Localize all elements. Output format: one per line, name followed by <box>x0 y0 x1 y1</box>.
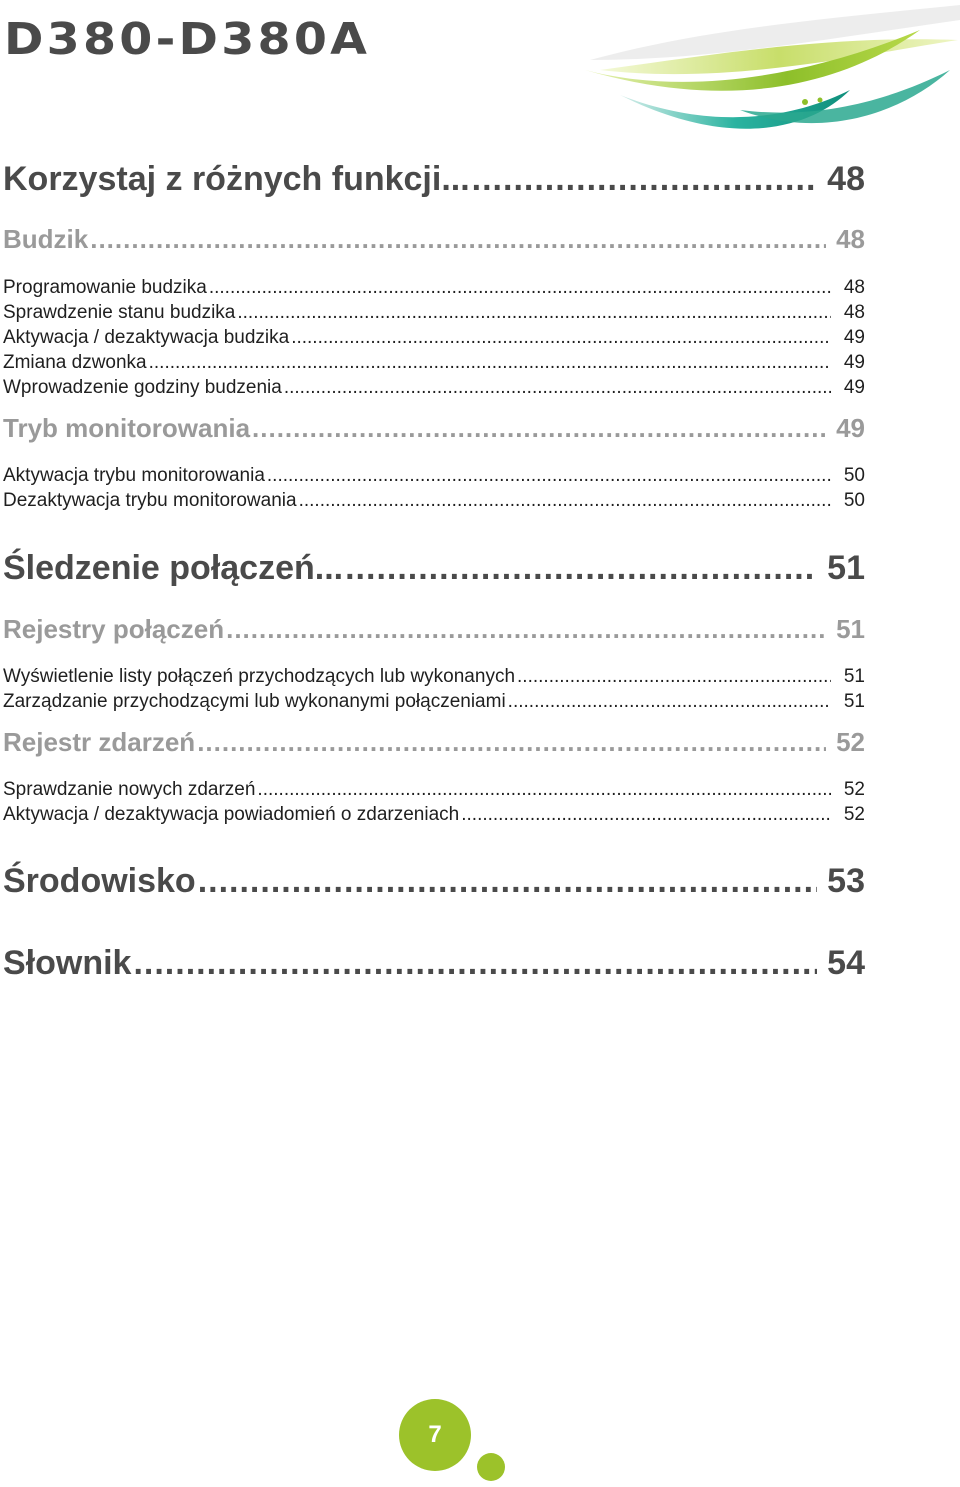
page-number-badge <box>399 1399 471 1471</box>
toc-entry[interactable] <box>3 804 865 828</box>
dot-leader <box>267 465 831 487</box>
toc-entry-page: 52 <box>843 804 865 825</box>
toc-entry-page: 48 <box>836 224 865 254</box>
toc-entry-title: Wyświetlenie listy połączeń przychodzących lub wykonanych <box>3 666 516 687</box>
dot-leader <box>299 490 831 512</box>
toc-entry-page: 49 <box>836 413 865 443</box>
toc-entry-title: Budzik <box>3 224 89 254</box>
toc-entry-title: Sprawdzanie nowych zdarzeń <box>3 779 256 800</box>
toc-entry-title: Słownik <box>3 944 132 982</box>
toc-entry-page: 54 <box>827 944 865 982</box>
toc-entry[interactable] <box>3 727 865 759</box>
toc-entry-title: Zarządzanie przychodzącymi lub wykonanymi połączeniami <box>3 691 506 712</box>
toc-entry-page: 51 <box>836 614 865 644</box>
toc-entry[interactable] <box>3 490 865 514</box>
toc-entry-page: 50 <box>843 490 865 511</box>
toc-entry-title: Zmiana dzwonka <box>3 352 147 373</box>
toc-entry-page: 52 <box>836 727 865 757</box>
decorative-swoosh <box>560 0 960 160</box>
dot-leader <box>90 224 826 255</box>
dot-leader <box>149 352 831 374</box>
toc-entry[interactable] <box>3 377 865 401</box>
toc-entry-title: Aktywacja / dezaktywacja powiadomień o zdarzeniach <box>3 804 460 825</box>
dot-leader <box>291 327 831 349</box>
toc-entry[interactable] <box>3 352 865 376</box>
toc-entry[interactable] <box>3 327 865 351</box>
dot-leader <box>284 377 831 399</box>
toc-entry-page: 48 <box>827 160 865 198</box>
toc-entry-page: 49 <box>843 377 865 398</box>
dot-leader <box>508 691 831 713</box>
page-number: 7 <box>428 1421 442 1448</box>
decorative-dot <box>477 1453 505 1481</box>
toc-entry[interactable] <box>3 160 865 200</box>
dot-leader <box>472 160 818 199</box>
model-title: D380-D380A <box>4 14 371 65</box>
dot-leader <box>237 302 831 324</box>
dot-leader <box>252 413 826 444</box>
toc-entry[interactable] <box>3 779 865 803</box>
toc-entry[interactable] <box>3 277 865 301</box>
toc-entry-title: Rejestry połączeń <box>3 614 225 644</box>
toc-entry-page: 51 <box>843 666 865 687</box>
toc-entry[interactable] <box>3 465 865 489</box>
toc-entry-title: Tryb monitorowania <box>3 413 251 443</box>
toc-entry-title: Korzystaj z różnych funkcji... <box>3 160 470 198</box>
toc-entry-page: 49 <box>843 327 865 348</box>
toc-entry[interactable] <box>3 413 865 445</box>
toc-entry-title: Aktywacja / dezaktywacja budzika <box>3 327 290 348</box>
dot-leader <box>198 862 817 901</box>
toc-entry-page: 53 <box>827 862 865 900</box>
toc-entry[interactable] <box>3 224 865 256</box>
toc-entry-page: 51 <box>843 691 865 712</box>
toc-entry-title: Programowanie budzika <box>3 277 207 298</box>
dot-leader <box>226 614 826 645</box>
toc-entry[interactable] <box>3 862 865 902</box>
toc-entry-title: Wprowadzenie godziny budzenia <box>3 377 282 398</box>
toc-entry-page: 49 <box>843 352 865 373</box>
toc-entry-page: 51 <box>827 549 865 587</box>
dot-leader <box>461 804 831 826</box>
dot-leader <box>345 549 817 588</box>
toc-entry-title: Sprawdzenie stanu budzika <box>3 302 236 323</box>
toc-entry-title: Rejestr zdarzeń <box>3 727 196 757</box>
dot-leader <box>133 944 817 983</box>
toc-entry-page: 52 <box>843 779 865 800</box>
dot-leader <box>517 666 831 688</box>
toc-entry-title: Śledzenie połączeń... <box>3 549 344 587</box>
dot-leader <box>257 779 831 801</box>
toc-entry-page: 50 <box>843 465 865 486</box>
toc-entry-title: Środowisko <box>3 862 196 900</box>
dot-leader <box>209 277 831 299</box>
toc-entry-title: Aktywacja trybu monitorowania <box>3 465 265 486</box>
toc-entry-page: 48 <box>843 302 865 323</box>
toc-entry[interactable] <box>3 691 865 715</box>
toc-entry[interactable] <box>3 549 865 589</box>
toc-entry[interactable] <box>3 666 865 690</box>
toc-entry[interactable] <box>3 614 865 646</box>
toc-entry-title: Dezaktywacja trybu monitorowania <box>3 490 297 511</box>
toc-entry[interactable] <box>3 302 865 326</box>
toc-entry-page: 48 <box>843 277 865 298</box>
dot-leader <box>197 727 826 758</box>
toc-entry[interactable] <box>3 944 865 984</box>
